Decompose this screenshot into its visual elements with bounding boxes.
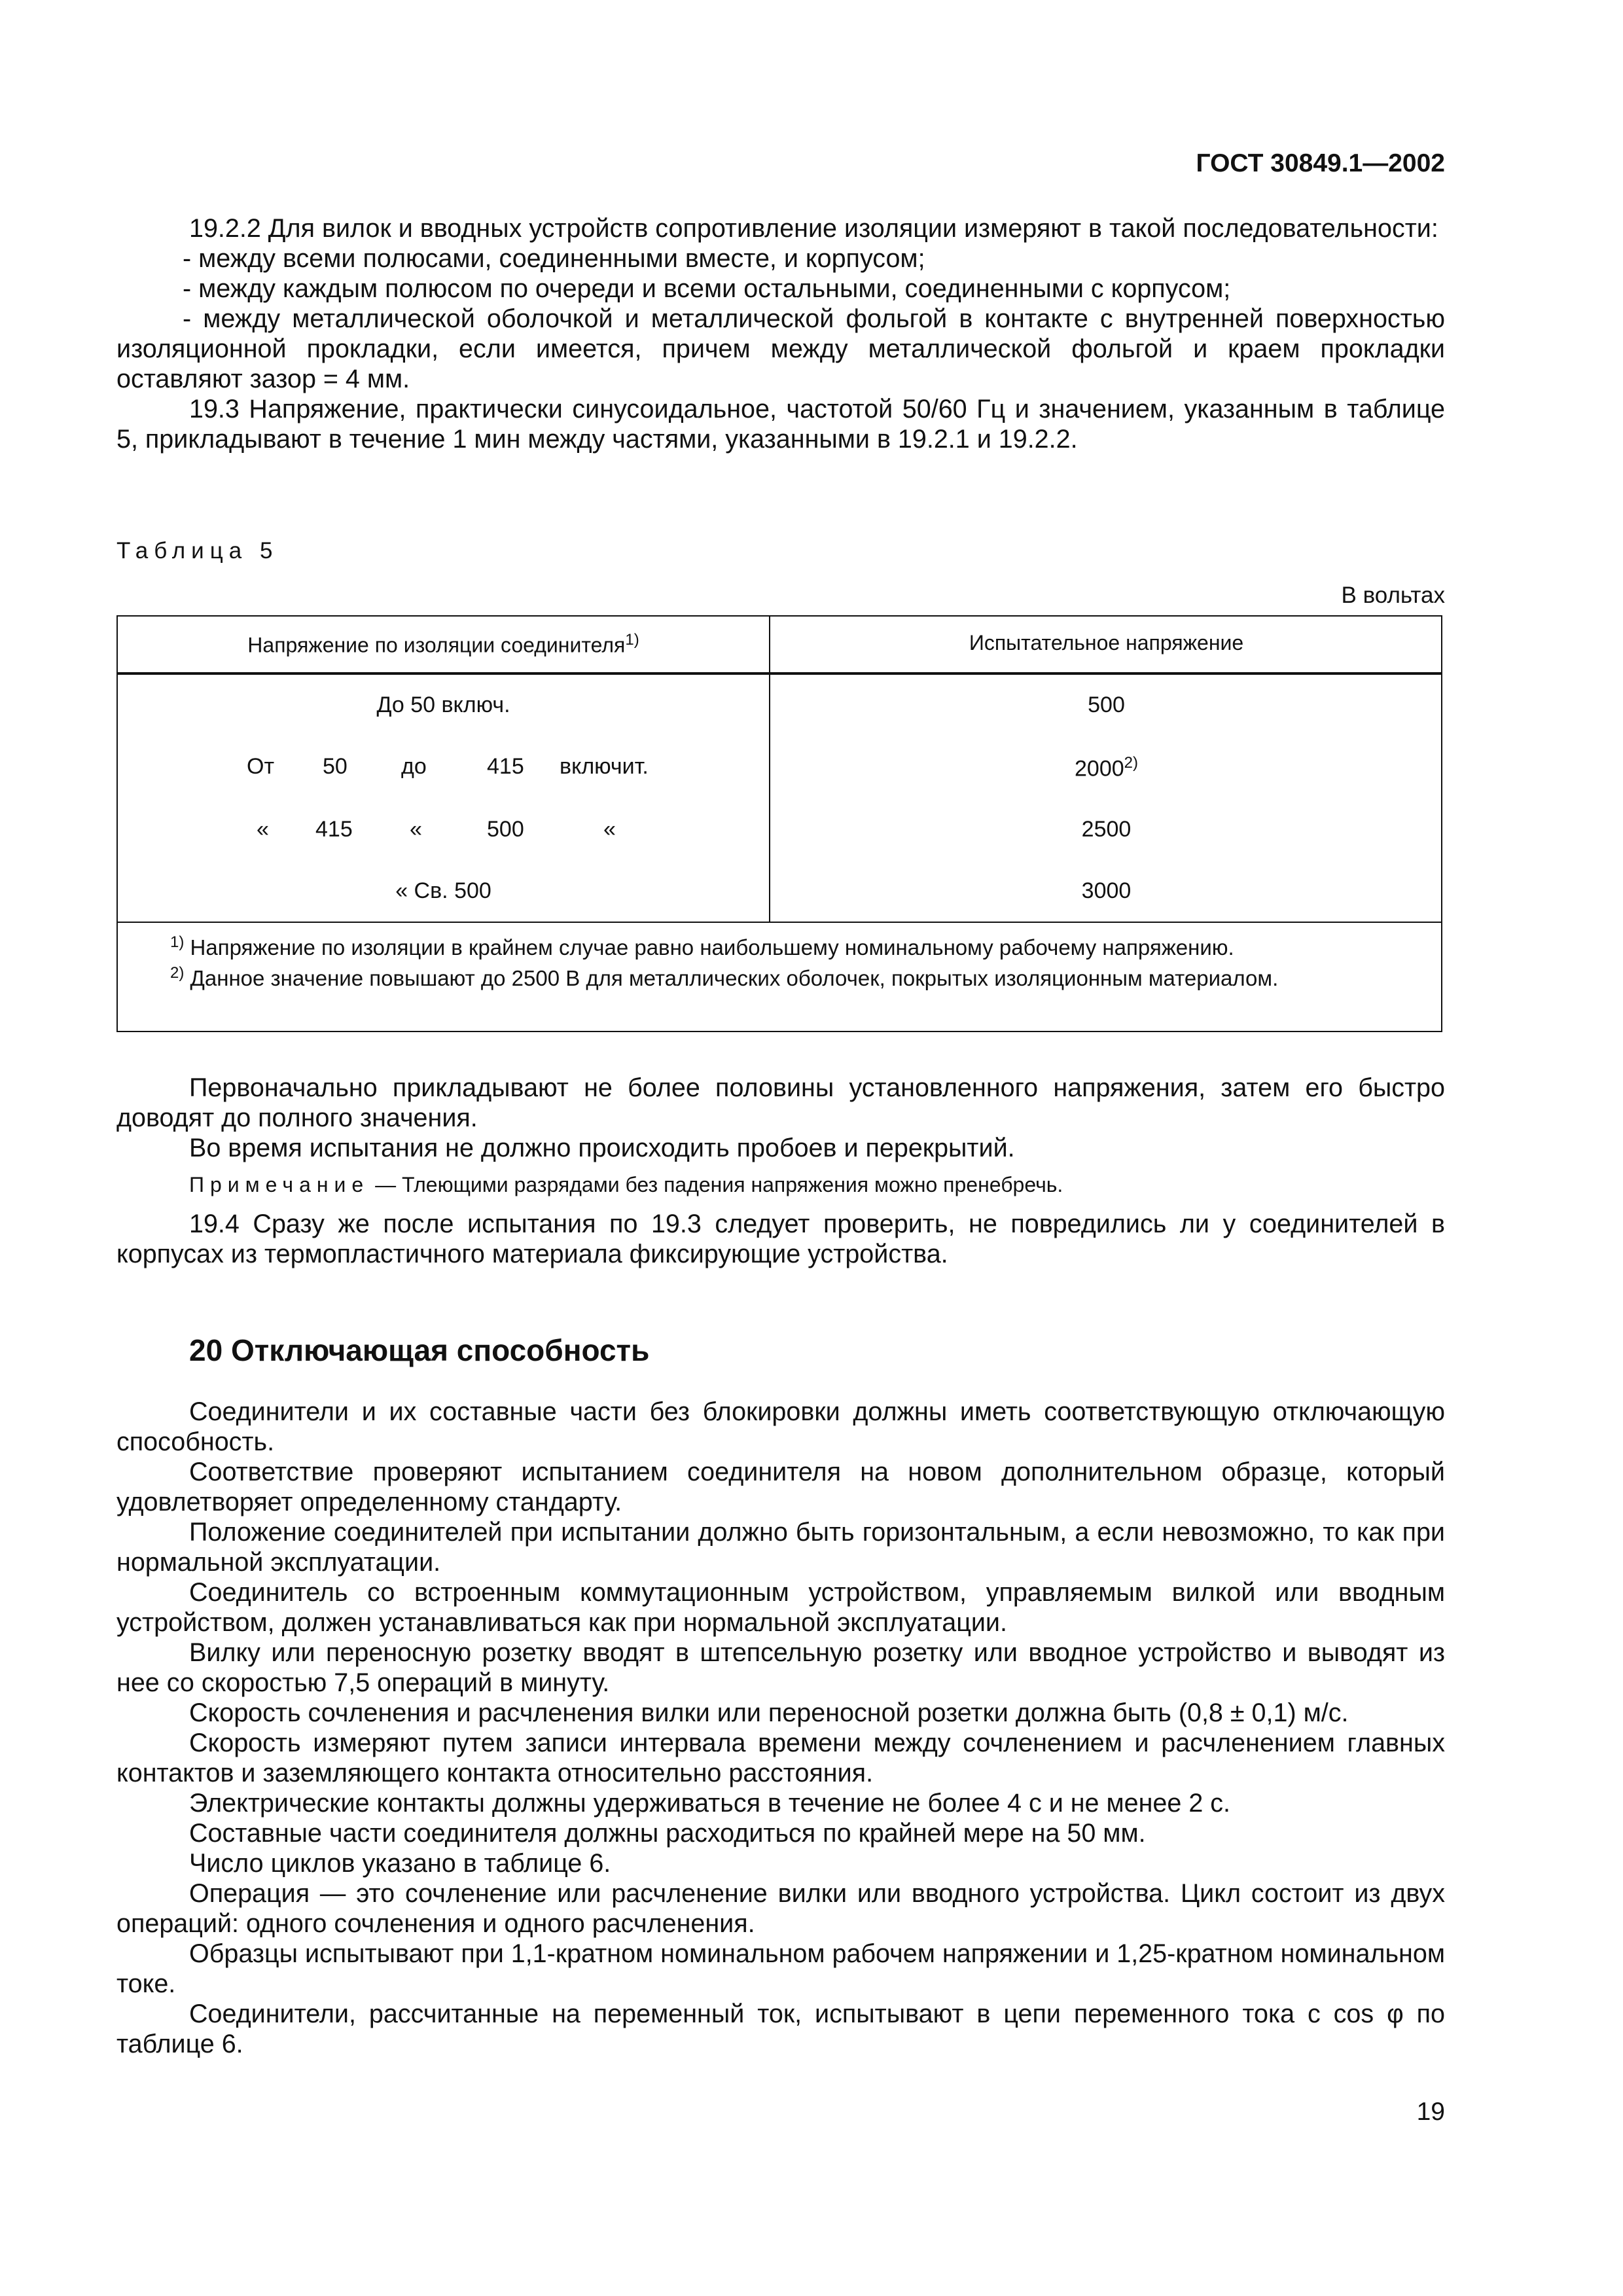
table-cell: 2000$^{2)}$ [1075, 754, 1138, 781]
page-number: 19 [1416, 2098, 1445, 2126]
table-cell: 500 [1088, 692, 1125, 717]
paragraph-19-2-2: 19.2.2 Для вилок и вводных устройств сопротивление изоляции измеряют в такой последовательности: [189, 214, 1438, 243]
paragraph: Положение соединителей при испытании должно быть горизонтальным, а если невозможно, то как при нормальной эксплуатации. [116, 1518, 1445, 1577]
table-cell: « [603, 817, 616, 842]
table-cell: 2500 [1081, 817, 1132, 842]
table-cell: включит. [560, 754, 649, 779]
list-item: - между каждым полюсом по очереди и всеми остальными, соединенными с корпусом; [183, 274, 1231, 303]
table-5 [116, 615, 1442, 1032]
table-footnote-1: $^{1)}$ Напряжение по изоляции в крайнем случае равно наибольшему номинальному рабочему напряжению. [170, 933, 1234, 960]
paragraph: Соединитель со встроенным коммутационным устройством, управляемым вилкой или вводным устройством, должен устанавливаться как при нормальной эксплуатации. [116, 1578, 1445, 1637]
table-unit: В вольтах [1341, 583, 1445, 608]
table-caption: Таблица 5 [116, 538, 279, 564]
note: Примечание — Тлеющими разрядами без падения напряжения можно пренебречь. [189, 1173, 1063, 1196]
table-cell: 50 [323, 754, 348, 779]
table-cell: « [257, 817, 269, 842]
table-cell: 415 [315, 817, 353, 842]
paragraph: Соединители и их составные части без блокировки должны иметь соответствующую отключающую способность. [116, 1397, 1445, 1456]
table-footnote-2: $^{2)}$ Данное значение повышают до 2500 В для металлических оболочек, покрытых изоляционным материалом. [170, 964, 1279, 990]
table-footnotes [131, 929, 1420, 991]
column-header-test-voltage: Испытательное напряжение [969, 631, 1244, 655]
table-cell: 500 [487, 817, 524, 842]
paragraph-19-3: 19.3 Напряжение, практически синусоидальное, частотой 50/60 Гц и значением, указанным в таблице 5, прикладывают в течение 1 мин между частями, указанными в 19.2.1 и 19.2.2. [116, 395, 1445, 454]
table-cell: 415 [487, 754, 524, 779]
document-id-header: ГОСТ 30849.1—2002 [1196, 149, 1445, 177]
paragraph: Скорость измеряют путем записи интервала времени между сочленением и расчленением главных контактов и заземляющего контакта относительно расстояния. [116, 1729, 1445, 1787]
paragraph: Во время испытания не должно происходить пробоев и перекрытий. [189, 1134, 1015, 1162]
table-footnote-divider [118, 922, 1441, 923]
paragraph: Образцы испытывают при 1,1-кратном номинальном рабочем напряжении и 1,25-кратном номинальном токе. [116, 1939, 1445, 1998]
table-cell: « [410, 817, 422, 842]
list-item: - между всеми полюсами, соединенными вместе, и корпусом; [183, 244, 925, 273]
paragraph: Первоначально прикладывают не более половины установленного напряжения, затем его быстро доводят до полного значения. [116, 1073, 1445, 1132]
paragraph: Соответствие проверяют испытанием соединителя на новом дополнительном образце, который удовлетворяет определенному стандарту. [116, 1458, 1445, 1516]
paragraph: Число циклов указано в таблице 6. [189, 1849, 611, 1878]
text-block-19-2-2 [116, 213, 1445, 454]
table-cell: 3000 [1081, 878, 1132, 903]
paragraph: Операция — это сочленение или расчленение вилки или вводного устройства. Цикл состоит из двух операций: одного сочленения и одного расчленения. [116, 1879, 1445, 1938]
table-cell: до [401, 754, 427, 779]
paragraph: Вилку или переносную розетку вводят в штепсельную розетку или вводное устройство и выводят из нее со скоростью 7,5 операций в минуту. [116, 1638, 1445, 1697]
section-heading-20: 20 Отключающая способность [189, 1333, 650, 1367]
paragraph: Электрические контакты должны удерживаться в течение не более 4 с и не менее 2 с. [189, 1789, 1231, 1818]
table-cell: От [247, 754, 275, 779]
column-header-insulation-voltage: Напряжение по изоляции соединителя$^{1)}$ [247, 631, 639, 657]
table-cell: До 50 включ. [376, 692, 510, 717]
paragraph-19-4: 19.4 Сразу же после испытания по 19.3 следует проверить, не повредились ли у соединителей в корпусах из термопластичного материала фиксирующие устройства. [116, 1210, 1445, 1268]
text-block-section-20 [116, 1397, 1445, 2059]
text-block-after-table [116, 1073, 1445, 1269]
paragraph: Составные части соединителя должны расходиться по крайней мере на 50 мм. [189, 1819, 1146, 1848]
table-cell: « Св. 500 [395, 878, 491, 903]
list-item: - между металлической оболочкой и металлической фольгой в контакте с внутренней поверхностью изоляционной прокладки, если имеется, причем между металлической фольгой и краем прокладки оставляют зазор = 4 мм. [116, 304, 1445, 393]
paragraph: Соединители, рассчитанные на переменный ток, испытывают в цепи переменного тока с cos φ по таблице 6. [116, 2000, 1445, 2058]
paragraph: Скорость сочленения и расчленения вилки или переносной розетки должна быть (0,8 ± 0,1) м/с. [189, 1698, 1349, 1727]
